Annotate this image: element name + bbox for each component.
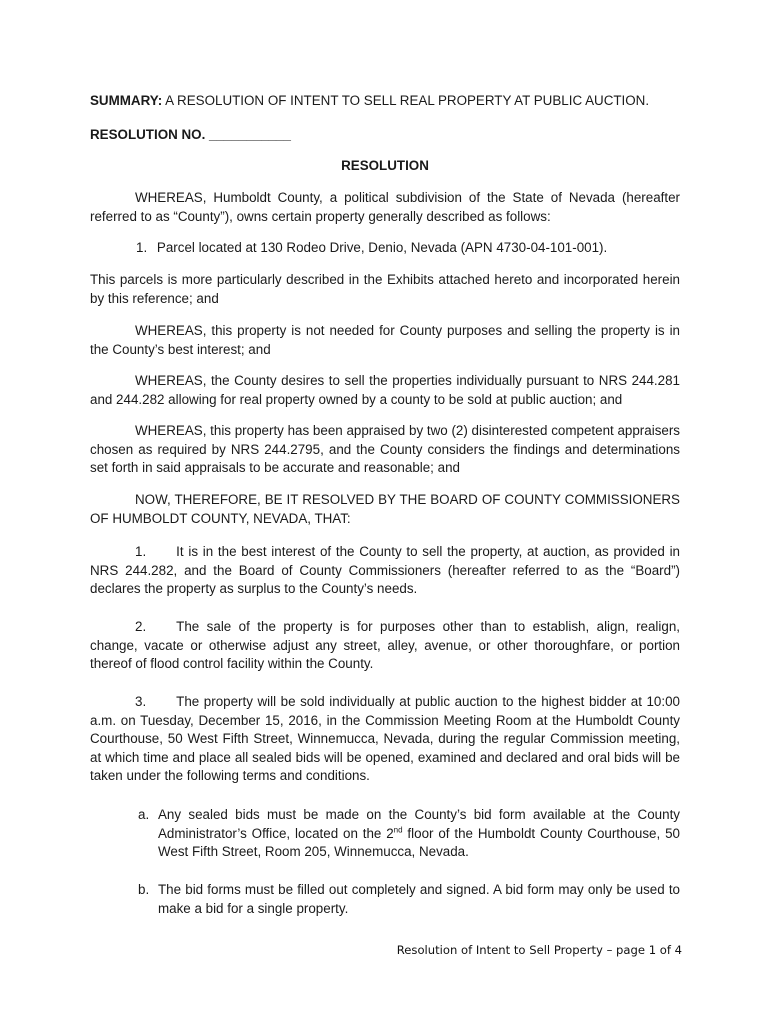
resolved-item-text: It is in the best interest of the County to sell the property, at auction, as provided in NRS 244.282, and the Board of County Commissioners (hereafter referred to as the “Board”) declares the property as surplus to the County’s needs. — [90, 544, 680, 597]
term-marker: a. — [138, 807, 150, 822]
resolved-item-text: The sale of the property is for purposes other than to establish, align, realign, change, vacate or otherwise adjust any street, alley, avenue, or other thoroughfare, or portion thereof of flood control facility within the County. — [90, 619, 680, 672]
parcel-item-number: 1. — [136, 240, 148, 255]
summary-text: A RESOLUTION OF INTENT TO SELL REAL PROPERTY AT PUBLIC AUCTION. — [165, 93, 650, 108]
parcel-item-text: Parcel located at 130 Rodeo Drive, Denio, Nevada (APN 4730-04-101-001). — [156, 240, 608, 255]
term-text — [158, 806, 680, 862]
ordinal-suffix: nd — [393, 825, 403, 835]
whereas-paragraph-2: WHEREAS, this property is not needed for County purposes and selling the property is in the County’s best interest; and — [90, 323, 680, 357]
resolved-item-2 — [90, 618, 680, 674]
resolved-item-text: The property will be sold individually at public auction to the highest bidder at 10:00 a.m. on Tuesday, December 15, 2016, in the Commission Meeting Room at the Humboldt County Courthouse, 50 West Fifth Street, Winnemucca, Nevada, during the regular Commission meeting, at which time and place all sealed bids will be opened, examined and declared and oral bids will be taken under the following terms and conditions. — [90, 694, 680, 784]
parcel-list-item — [136, 239, 680, 258]
whereas-paragraph-3: WHEREAS, the County desires to sell the properties individually pursuant to NRS 244.281 and 244.282 allowing for real property owned by a county to be sold at public auction; and — [90, 373, 680, 407]
term-item-a — [138, 806, 680, 862]
term-text-part: floor of the Humboldt County Courthouse, 50 West Fifth Street, Room 205, Winnemucca, Nevada. — [158, 825, 680, 860]
whereas-paragraph-1: WHEREAS, Humboldt County, a political subdivision of the State of Nevada (hereafter referred to as “County”), owns certain property generally described as follows: — [90, 190, 680, 224]
term-text: The bid forms must be filled out completely and signed. A bid form may only be used to make a bid for a single property. — [158, 882, 680, 916]
summary-line — [90, 92, 680, 111]
resolved-item-number: 1. — [135, 544, 147, 559]
whereas-paragraph-4: WHEREAS, this property has been appraised by two (2) disinterested competent appraisers chosen as required by NRS 244.2795, and the County considers the findings and determinations set forth in said appraisals to be accurate and reasonable; and — [90, 423, 680, 476]
term-marker: b. — [138, 882, 150, 897]
resolved-item-3 — [90, 693, 680, 786]
parcels-description: This parcels is more particularly described in the Exhibits attached hereto and incorporated herein by this reference; and — [90, 272, 680, 306]
term-item-b — [138, 881, 680, 918]
page-footer: Resolution of Intent to Sell Property – page 1 of 4 — [396, 943, 682, 957]
resolution-number: RESOLUTION NO. ___________ — [90, 127, 291, 142]
summary-label: SUMMARY: — [90, 93, 163, 108]
resolved-item-number: 2. — [135, 619, 147, 634]
resolved-item-number: 3. — [135, 694, 147, 709]
term-text-part: Any sealed bids must be made on the County’s bid form available at the County Administrator’s Office, located on the 2 — [158, 807, 680, 841]
resolution-heading: RESOLUTION — [341, 158, 429, 173]
now-therefore-paragraph: NOW, THEREFORE, BE IT RESOLVED BY THE BOARD OF COUNTY COMMISSIONERS OF HUMBOLDT COUNTY, NEVADA, THAT: — [90, 492, 680, 526]
resolved-item-1 — [90, 543, 680, 599]
